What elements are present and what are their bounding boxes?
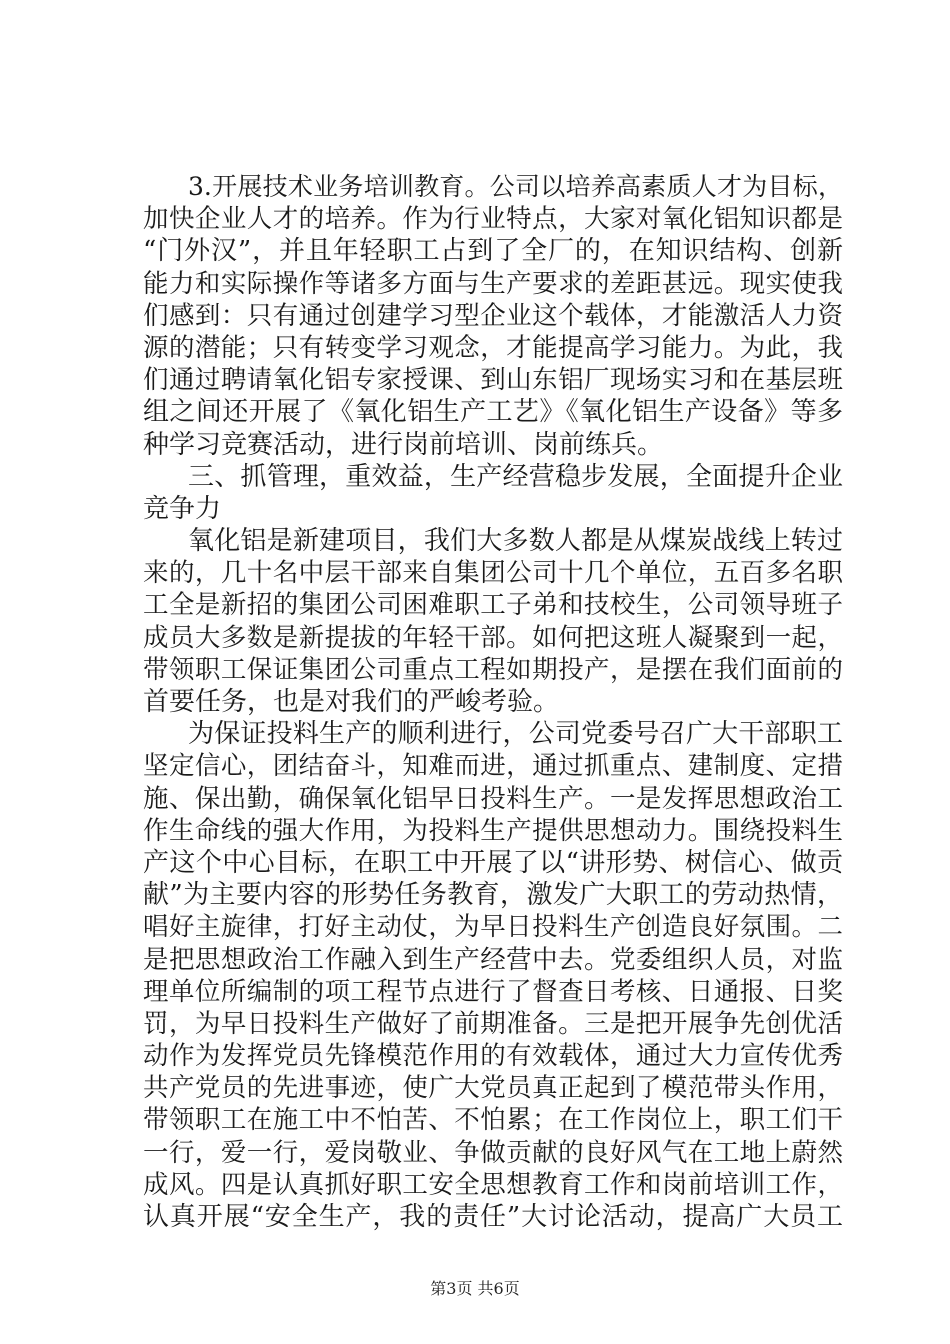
text-line: 能力和实际操作等诸多方面与生产要求的差距甚远。现实使我 <box>143 268 843 299</box>
text-line: 动作为发挥党员先锋模范作用的有效载体，通过大力宣传优秀 <box>143 1041 843 1072</box>
text-line: 理单位所编制的项工程节点进行了督查日考核、日通报、日奖 <box>143 976 843 1007</box>
text-line: 为保证投料生产的顺利进行，公司党委号召广大干部职工 <box>188 719 843 750</box>
text-line: 源的潜能；只有转变学习观念，才能提高学习能力。为此，我 <box>143 332 843 363</box>
text-line: 坚定信心，团结奋斗，知难而进，通过抓重点、建制度、定措 <box>143 751 843 782</box>
body-text <box>143 171 843 1233</box>
text-line: 认真开展“安全生产，我的责任”大讨论活动，提高广大员工 <box>143 1202 843 1232</box>
text-line: 竞争力 <box>143 493 222 524</box>
text-line: 罚，为早日投料生产做好了前期准备。三是把开展争先创优活 <box>143 1008 843 1039</box>
text-line: 组之间还开展了《氧化铝生产工艺》《氧化铝生产设备》等多 <box>143 397 843 428</box>
text-line: 带领职工保证集团公司重点工程如期投产，是摆在我们面前的 <box>143 654 843 685</box>
text-line: 共产党员的先进事迹，使广大党员真正起到了模范带头作用， <box>143 1073 843 1104</box>
text-line: 成风。四是认真抓好职工安全思想教育工作和岗前培训工作， <box>143 1169 843 1200</box>
text-line: 产这个中心目标，在职工中开展了以“讲形势、树信心、做贡 <box>143 847 843 878</box>
text-line: 作生命线的强大作用，为投料生产提供思想动力。围绕投料生 <box>143 815 843 846</box>
text-line: 是把思想政治工作融入到生产经营中去。党委组织人员，对监 <box>143 944 843 975</box>
text-line: 氧化铝是新建项目，我们大多数人都是从煤炭战线上转过 <box>188 526 843 557</box>
text-line: 种学习竞赛活动，进行岗前培训、岗前练兵。 <box>143 429 664 460</box>
text-line: 3.开展技术业务培训教育。公司以培养高素质人才为目标， <box>188 172 843 201</box>
text-line: 们感到：只有通过创建学习型企业这个载体，才能激活人力资 <box>143 300 843 331</box>
text-line: 带领职工在施工中不怕苦、不怕累；在工作岗位上，职工们干 <box>143 1105 843 1136</box>
text-line: 施、保出勤，确保氧化铝早日投料生产。一是发挥思想政治工 <box>143 783 843 814</box>
text-line: 们通过聘请氧化铝专家授课、到山东铝厂现场实习和在基层班 <box>143 365 843 396</box>
page-footer: 第3页 共6页 <box>430 1279 520 1298</box>
text-line: 加快企业人才的培养。作为行业特点，大家对氧化铝知识都是 <box>143 204 843 235</box>
text-line: 工全是新招的集团公司困难职工子弟和技校生，公司领导班子 <box>143 590 843 621</box>
text-line: 三、抓管理，重效益，生产经营稳步发展，全面提升企业 <box>188 461 843 492</box>
text-line: 唱好主旋律，打好主动仗，为早日投料生产创造良好氛围。二 <box>143 912 843 943</box>
text-line: 一行，爱一行，爱岗敬业、争做贡献的良好风气在工地上蔚然 <box>143 1137 843 1168</box>
text-line: 献”为主要内容的形势任务教育，激发广大职工的劳动热情， <box>143 880 843 911</box>
text-line: 成员大多数是新提拔的年轻干部。如何把这班人凝聚到一起， <box>143 622 843 653</box>
text-line: “门外汉”，并且年轻职工占到了全厂的，在知识结构、创新 <box>143 236 843 267</box>
text-line: 首要任务，也是对我们的严峻考验。 <box>143 687 560 717</box>
text-line: 来的，几十名中层干部来自集团公司十几个单位，五百多名职 <box>143 558 843 589</box>
